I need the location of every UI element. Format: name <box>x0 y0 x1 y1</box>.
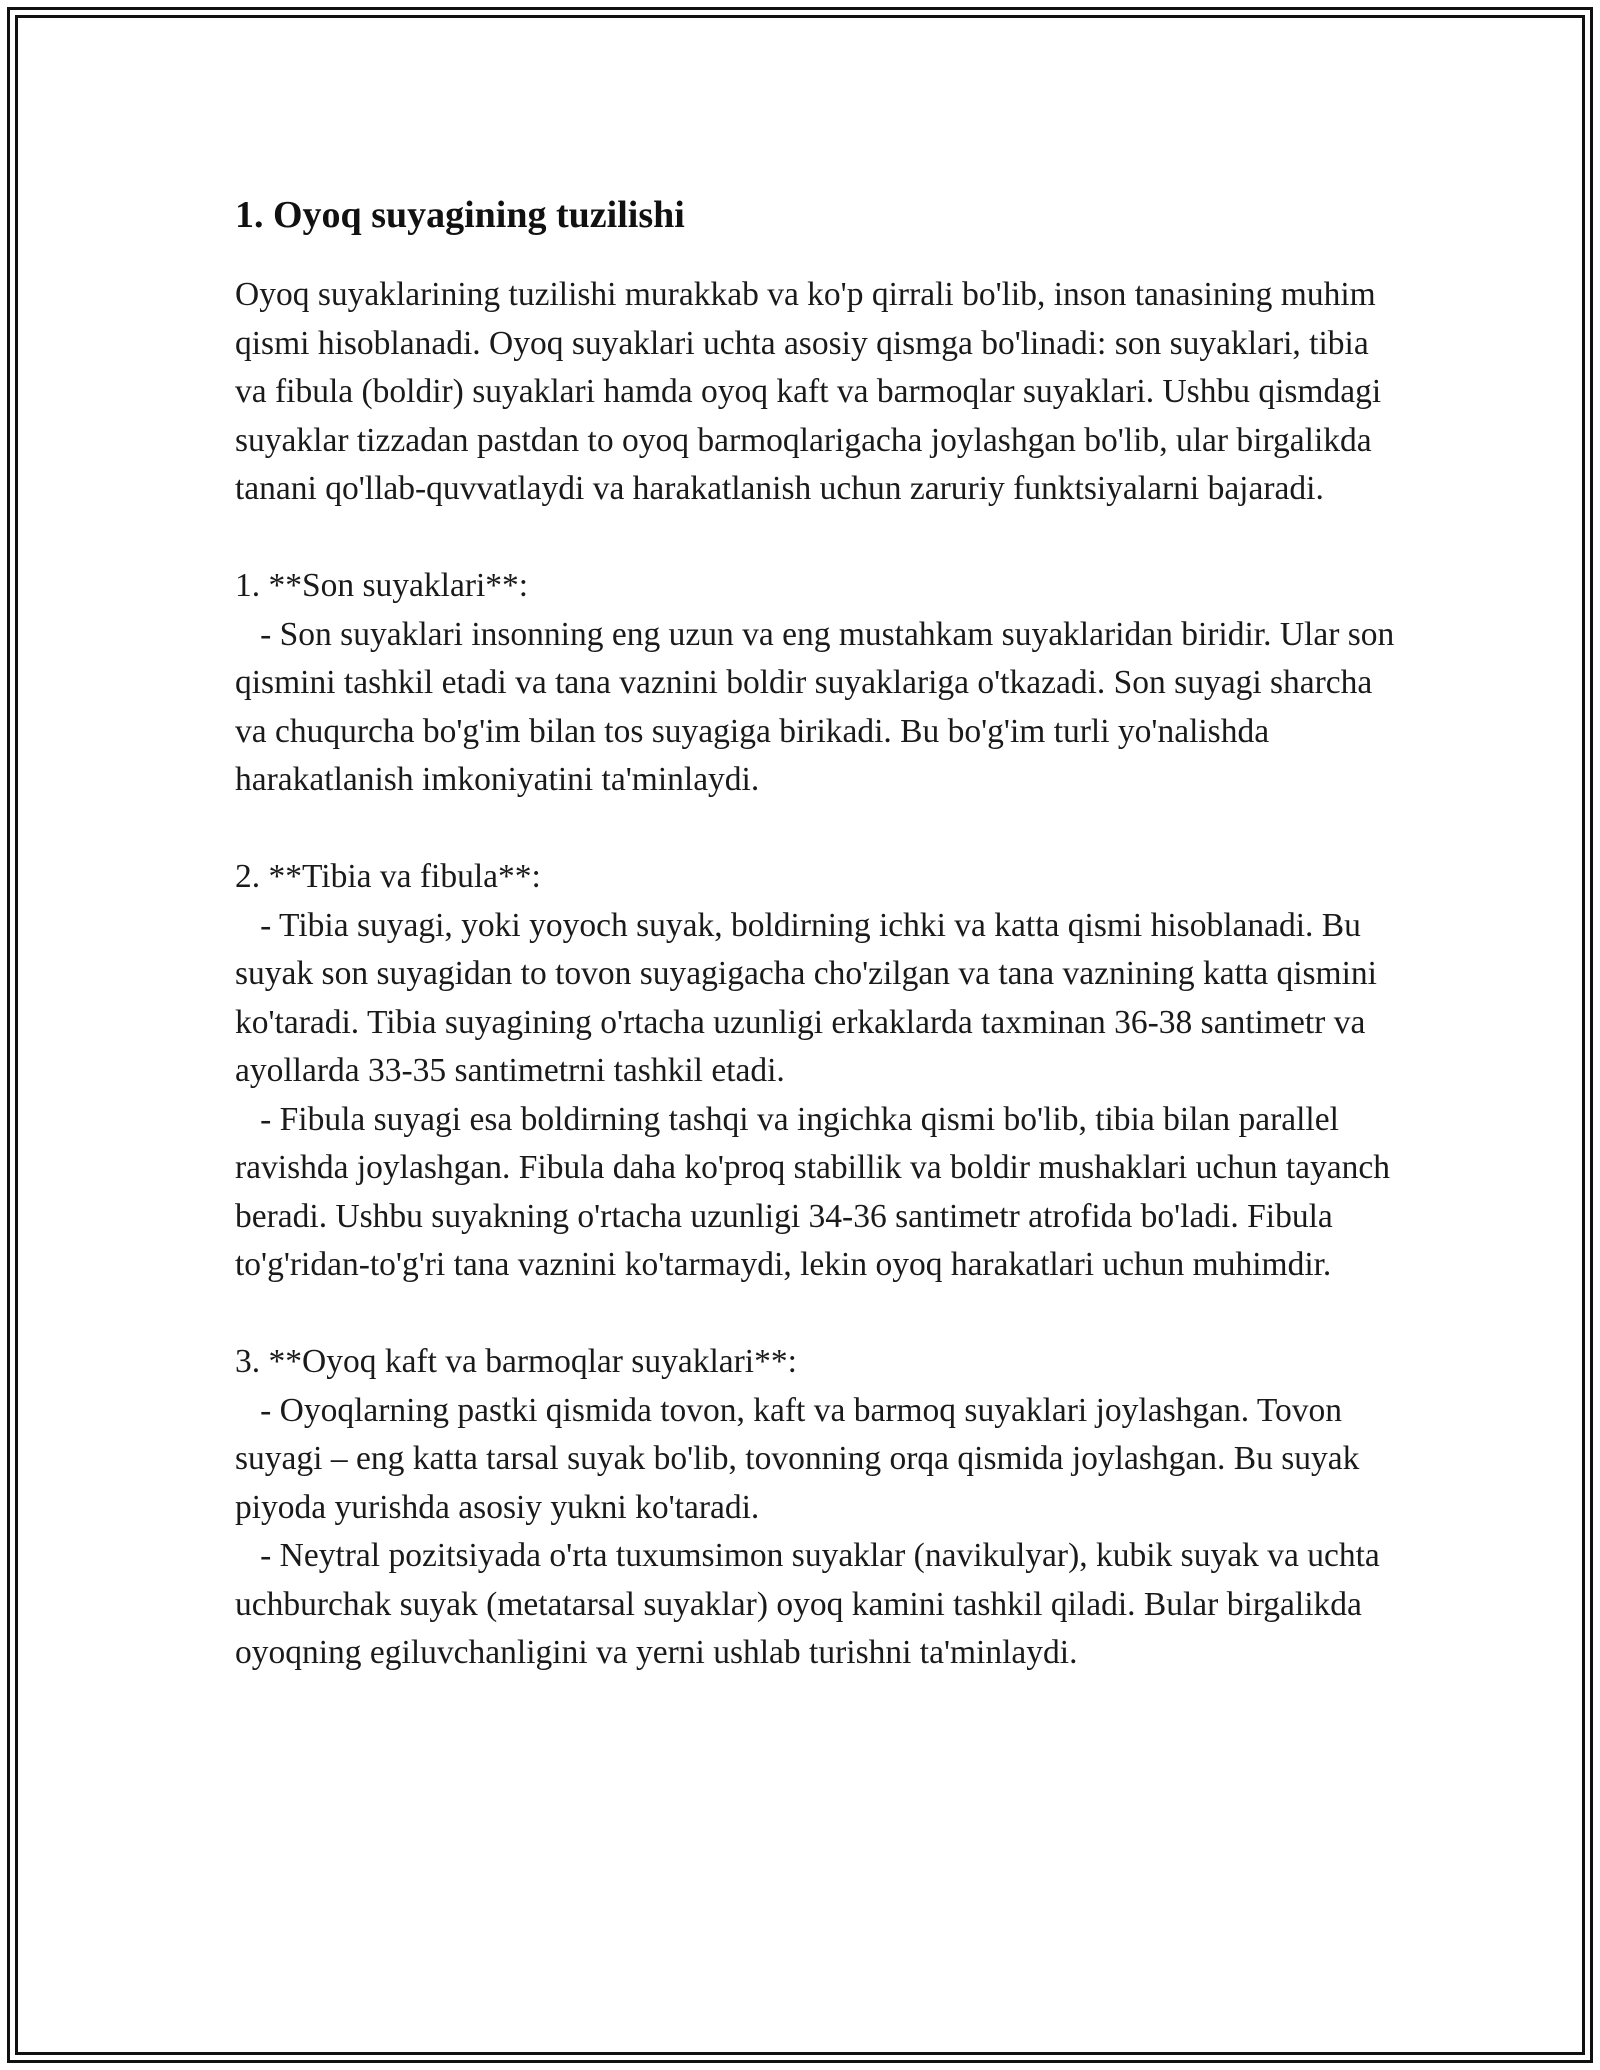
section-text-son: - Son suyaklari insonning eng uzun va eng mustahkam suyaklaridan biridir. Ular son qismini tashkil etadi va tana vaznini boldir suyaklariga o'tkazadi. Son suyagi sharcha va chuqurcha bo'g'im bilan tos suyagiga birikadi. Bu bo'g'im turli yo'nalishda harakatlanish imkoniyatini ta'minlaydi. <box>235 615 1403 798</box>
section-text-tibia: - Tibia suyagi, yoki yoyoch suyak, boldirning ichki va katta qismi hisoblanadi. Bu suyak son suyagidan to tovon suyagigacha cho'zilgan va tana vaznining katta qismini ko'taradi. Tibia suyagining o'rtacha uzunligi erkaklarda taxminan 36-38 santimetr va ayollarda 33-35 santimetrni tashkil etadi. <box>235 906 1386 1089</box>
section-heading-tibia: 2. **Tibia va fibula**: <box>235 858 541 895</box>
section-text-foot-2: - Neytral pozitsiyada o'rta tuxumsimon suyaklar (navikulyar), kubik suyak va uchta uchburchak suyak (metatarsal suyaklar) oyoq kamini tashkil qiladi. Bular birgalikda oyoqning egiluvchanligini va yerni ushlab turishni ta'minlaydi. <box>235 1537 1389 1671</box>
section-text-fibula: - Fibula suyagi esa boldirning tashqi va ingichka qismi bo'lib, tibia bilan parallel ravishda joylashgan. Fibula daha ko'proq stabillik va boldir mushaklari uchun tayanch beradi. Ushbu suyakning o'rtacha uzunligi 34-36 santimetr atrofida bo'ladi. Fibula to'g'ridan-to'g'ri tana vaznini ko'tarmaydi, lekin oyoq harakatlari uchun muhimdir. <box>235 1100 1399 1283</box>
paragraph-gap <box>235 514 1395 563</box>
page-title: 1. Oyoq suyagining tuzilishi <box>235 194 685 236</box>
section-heading-son: 1. **Son suyaklari**: <box>235 567 529 604</box>
document-body <box>235 183 1403 1678</box>
intro-paragraph: Oyoq suyaklarining tuzilishi murakkab va ko'p qirrali bo'lib, inson tanasining muhim qismi hisoblanadi. Oyoq suyaklari uchta asosiy qismga bo'linadi: son suyaklari, tibia va fibula (boldir) suyaklari hamda oyoq kaft va barmoqlar suyaklari. Ushbu qismdagi suyaklar tizzadan pastdan to oyoq barmoqlarigacha joylashgan bo'lib, ular birgalikda tanani qo'llab-quvvatlaydi va harakatlanish uchun zaruriy funktsiyalarni bajaradi. <box>235 276 1390 507</box>
section-heading-foot: 3. **Oyoq kaft va barmoqlar suyaklari**: <box>235 1343 797 1380</box>
paragraph-gap <box>235 1290 1395 1339</box>
paragraph-gap <box>235 805 1395 854</box>
section-text-foot-1: - Oyoqlarning pastki qismida tovon, kaft va barmoq suyaklari joylashgan. Tovon suyagi – eng katta tarsal suyak bo'lib, tovonning orqa qismida joylashgan. Bu suyak piyoda yurishda asosiy yukni ko'taradi. <box>235 1391 1368 1526</box>
